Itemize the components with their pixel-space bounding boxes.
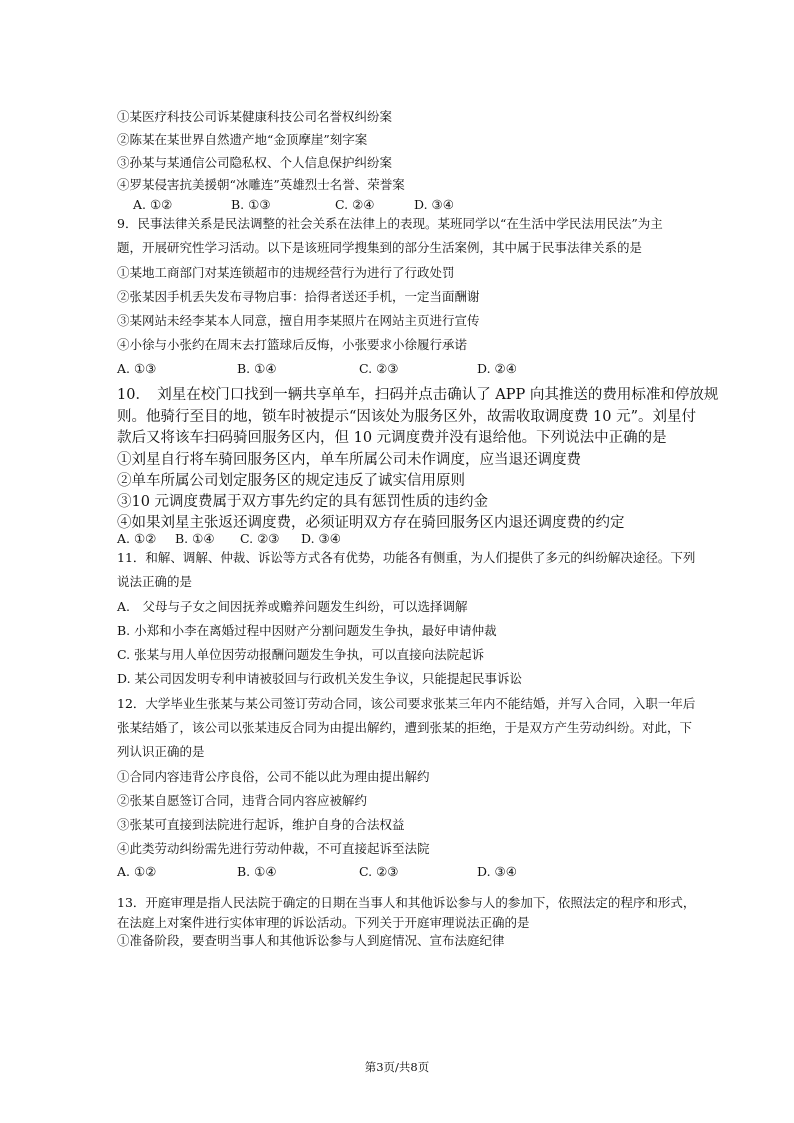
option-d: D. ②④ (477, 361, 517, 376)
option-line: D. 某公司因发明专利申请被驳回与行政机关发生争议，只能提起民事诉讼 (117, 671, 523, 686)
statement-line: ③某网站未经李某本人同意，擅自用李某照片在网站主页进行宣传 (117, 313, 480, 328)
option-c: C. ②③ (359, 361, 399, 376)
option-a: A. ①② (133, 197, 173, 212)
question-12-stem-cont: 列认识正确的是 (117, 744, 205, 759)
statement-line: ④小徐与小张约在周末去打篮球后反悔，小张要求小徐履行承诺 (117, 337, 468, 352)
question-9-stem-cont: 题，开展研究性学习活动。以下是该班同学搜集到的部分生活案例，其中属于民事法律关系的是 (117, 240, 643, 255)
option-c: C. ②④ (335, 197, 375, 212)
question-10-stem-cont: 则。他骑行至目的地，锁车时被提示“因该处为服务区外，故需收取调度费 10 元”。刘星付 (117, 409, 696, 425)
statement-line: ②单车所属公司划定服务区的规定违反了诚实信用原则 (117, 473, 465, 489)
question-12-stem: 12．大学毕业生张某与某公司签订劳动合同，该公司要求张某三年内不能结婚，并写入合同，入职一年后 (117, 696, 696, 711)
statement-line: ③10 元调度费属于双方事先约定的具有惩罚性质的违约金 (117, 494, 489, 510)
page-footer: 第3页/共8页 (364, 1060, 430, 1074)
question-10-stem-cont: 款后又将该车扫码骑回服务区内，但 10 元调度费并没有退给他。下列说法中正确的是 (117, 430, 667, 446)
statement-line: ①某地工商部门对某连锁超市的违规经营行为进行了行政处罚 (117, 265, 455, 280)
option-a: A. ①② (117, 864, 157, 879)
question-9-stem: 9．民事法律关系是民法调整的社会关系在法律上的表现。某班同学以“在生活中学民法用民法”为主 (117, 216, 663, 231)
option-b: B. ①④ (237, 361, 277, 376)
option-a: A. ①③ (117, 361, 157, 376)
statement-line: ④罗某侵害抗美援朝“冰雕连”英雄烈士名誉、荣誉案 (117, 177, 405, 192)
option-line: B. 小郑和小李在离婚过程中因财产分割问题发生争执，最好申请仲裁 (117, 623, 497, 638)
statement-line: ①准备阶段，要查明当事人和其他诉讼参与人到庭情况、宣布法庭纪律 (117, 933, 505, 948)
statement-line: ②陈某在某世界自然遗产地“金顶摩崖”刻字案 (117, 132, 368, 147)
option-d: D. ③④ (477, 864, 517, 879)
statement-line: ①刘星自行将车骑回服务区内，单车所属公司未作调度，应当退还调度费 (117, 452, 581, 468)
option-c: C. ②③ (359, 864, 399, 879)
statement-line: ②张某因手机丢失发布寻物启事：拾得者送还手机，一定当面酬谢 (117, 289, 480, 304)
statement-line: ④此类劳动纠纷需先进行劳动仲裁，不可直接起诉至法院 (117, 841, 430, 856)
statement-line: ②张某自愿签订合同，违背合同内容应被解约 (117, 793, 368, 808)
question-13-stem: 13．开庭审理是指人民法院于确定的日期在当事人和其他诉讼参与人的参加下，依照法定的程序和形式， (117, 895, 696, 910)
question-12-stem-cont: 张某结婚了，该公司以张某违反合同为由提出解约，遭到张某的拒绝，于是双方产生劳动纠纷。对此，下 (117, 720, 693, 735)
statement-line: ①某医疗科技公司诉某健康科技公司名誉权纠纷案 (117, 109, 393, 124)
option-c: C. ②③ (240, 531, 280, 546)
option-a: A. ①② (117, 531, 157, 546)
q12-options (117, 864, 517, 880)
option-b: B. ①④ (175, 531, 215, 546)
option-line: A. 父母与子女之间因抚养或赡养问题发生纠纷，可以选择调解 (117, 599, 468, 614)
question-10-stem: 10． 刘星在校门口找到一辆共享单车，扫码并点击确认了 APP 向其推送的费用标准和停放规 (117, 387, 719, 403)
statement-line: ①合同内容违背公序良俗，公司不能以此为理由提出解约 (117, 769, 430, 784)
option-b: B. ①③ (231, 197, 271, 212)
question-13-stem-cont: 在法庭上对案件进行实体审理的诉讼活动。下列关于开庭审理说法正确的是 (117, 915, 530, 930)
option-d: D. ③④ (301, 531, 341, 546)
statement-line: ③孙某与某通信公司隐私权、个人信息保护纠纷案 (117, 155, 393, 170)
statement-line: ④如果刘星主张返还调度费，必须证明双方存在骑回服务区内退还调度费的约定 (117, 515, 625, 531)
option-line: C. 张某与用人单位因劳动报酬问题发生争执，可以直接向法院起诉 (117, 647, 485, 662)
q9-options (117, 361, 517, 377)
question-11-stem-cont: 说法正确的是 (117, 574, 193, 589)
option-b: B. ①④ (237, 864, 277, 879)
statement-line: ③张某可直接到法院进行起诉，维护自身的合法权益 (117, 817, 405, 832)
q10-options (117, 531, 341, 547)
question-11-stem: 11．和解、调解、仲裁、诉讼等方式各有优势，功能各有侧重，为人们提供了多元的纠纷解决途径。下列 (117, 550, 696, 565)
option-d: D. ③④ (414, 197, 454, 212)
q8-options (133, 197, 454, 213)
